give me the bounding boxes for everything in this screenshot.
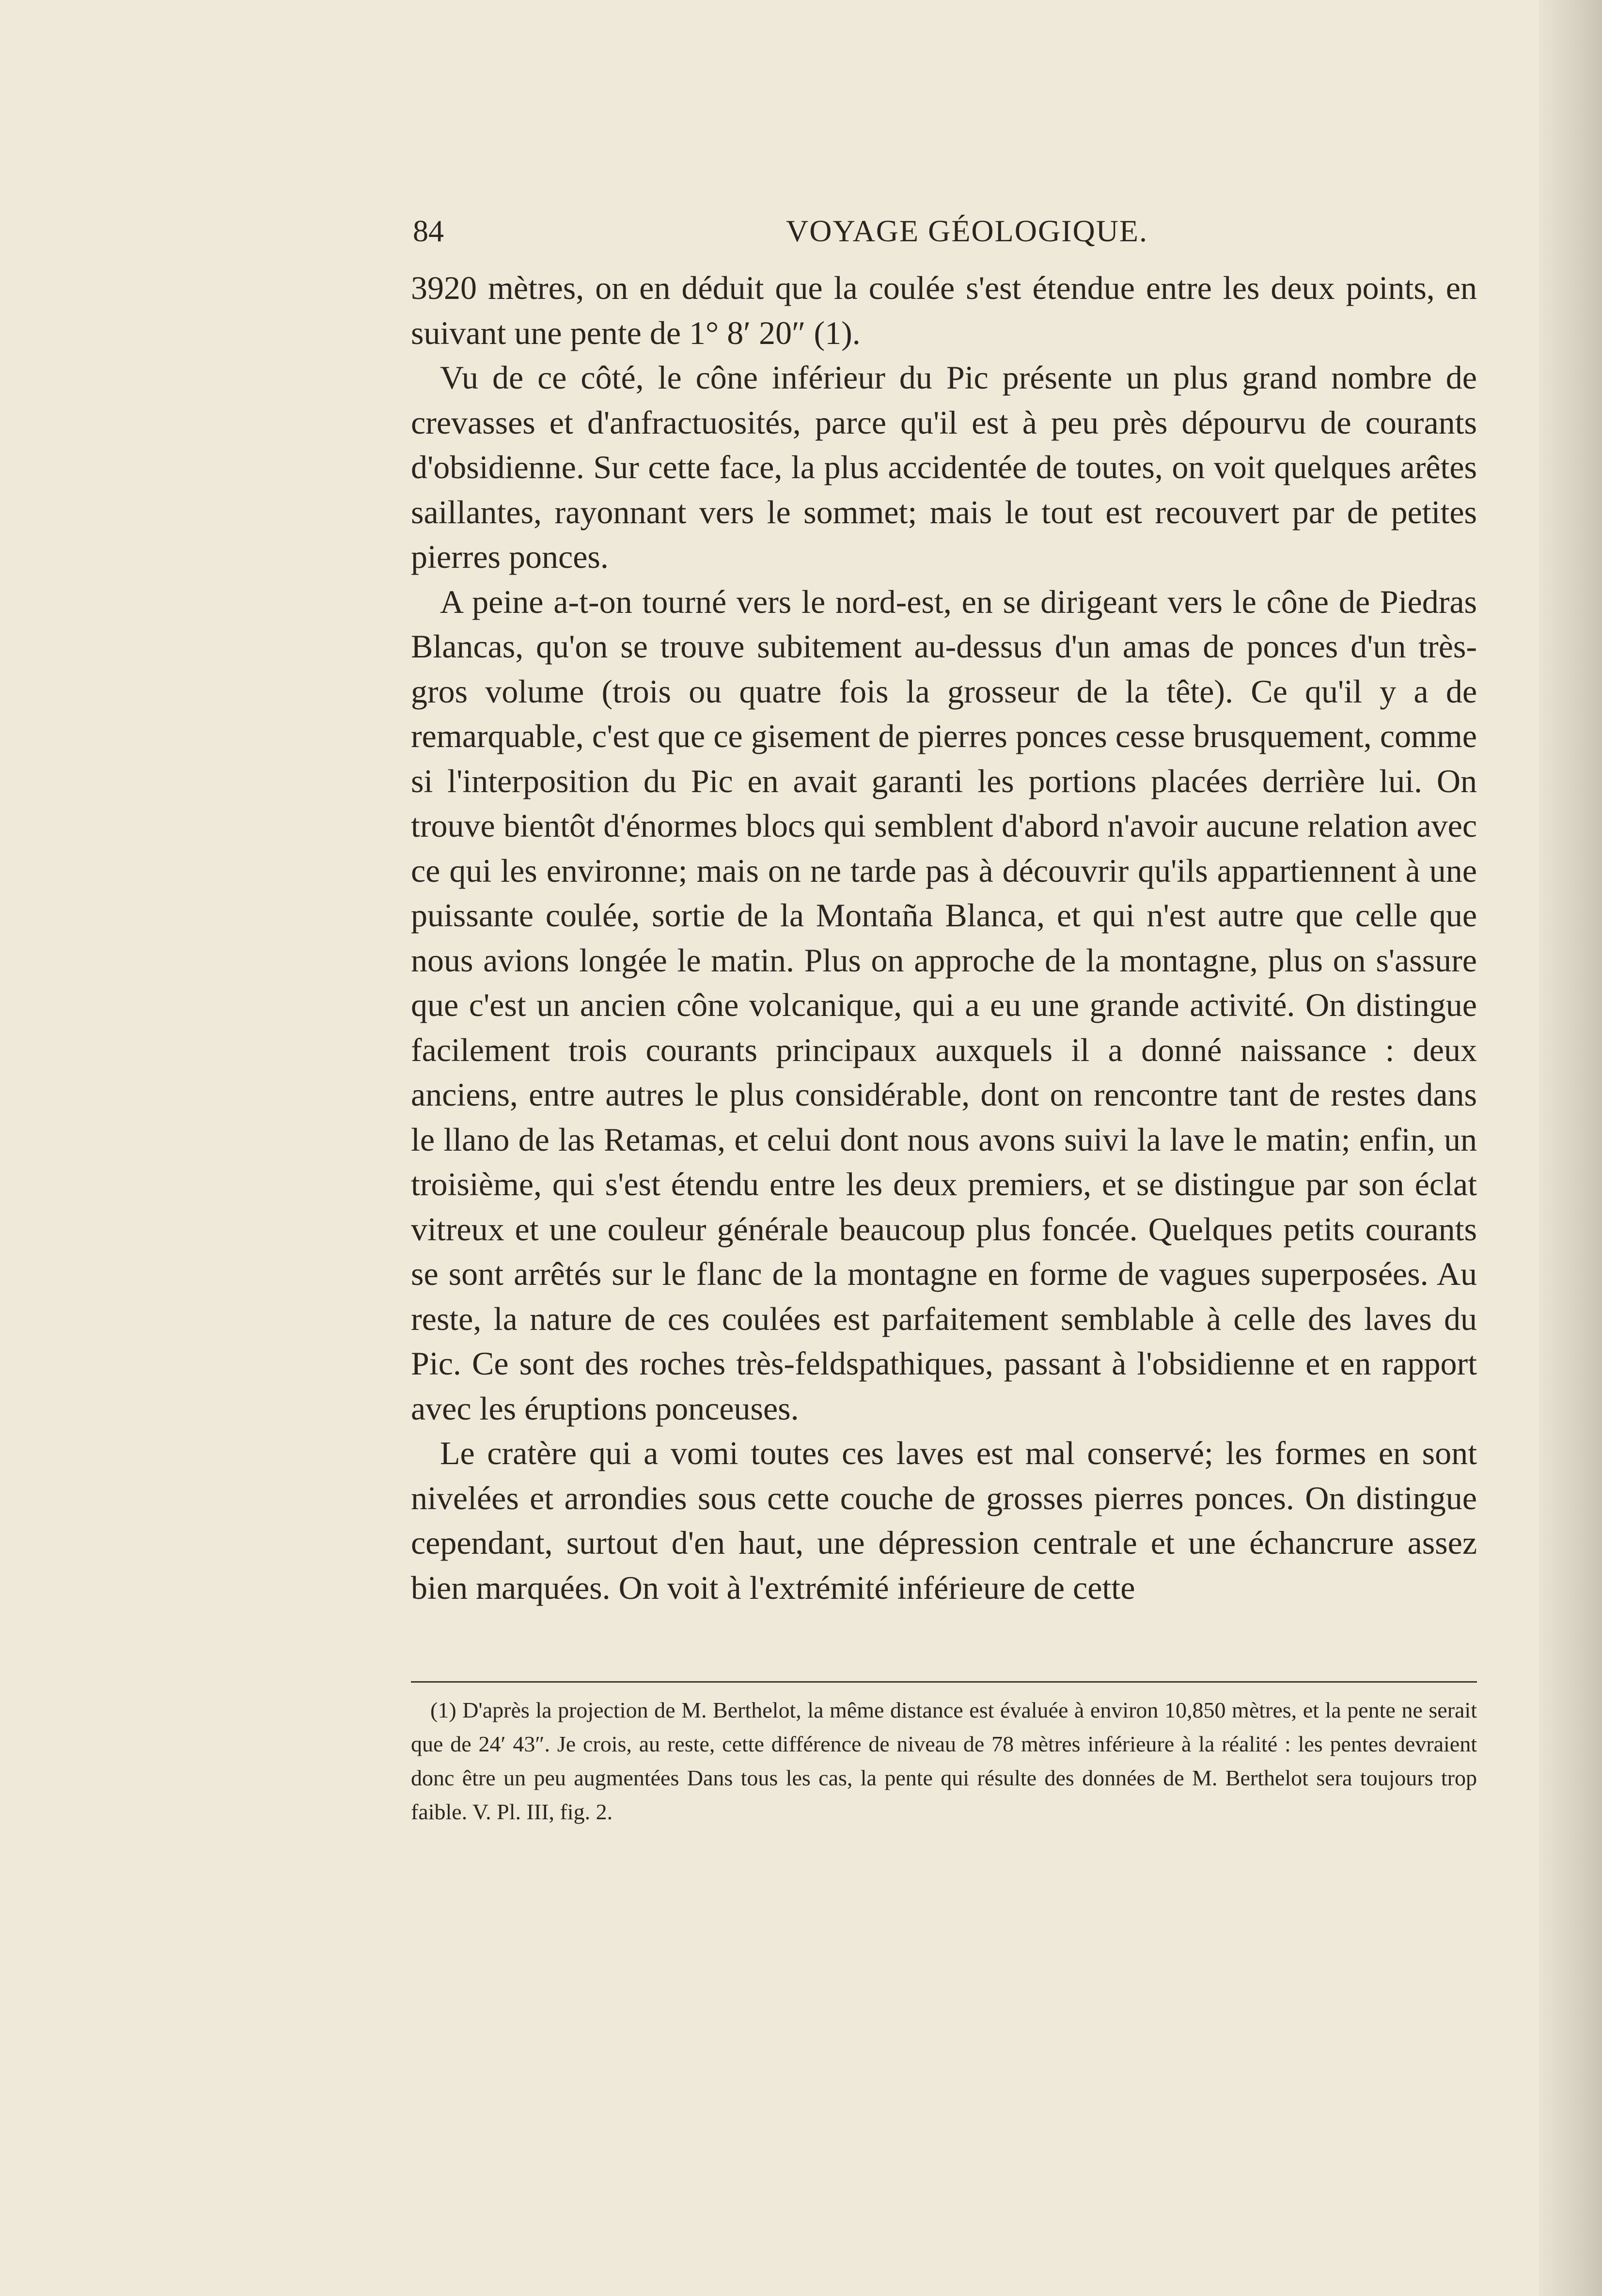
paragraph-1: 3920 mètres, on en déduit que la coulée s'est étendue entre les deux points, en suivant une pente de 1° 8′ 20″ (1). (411, 269, 1477, 351)
running-title: VOYAGE GÉOLOGIQUE. (786, 214, 1148, 248)
footnote-1: (1) D'après la projection de M. Berthelot, la même distance est évaluée à environ 10,850 mètres, et la pente ne serait que de 24′ 43″. Je crois, au reste, cette différence de niveau de 78 mètres inférieure à la réalité : les pentes devraient donc être un peu augmentées Dans tous les cas, la pente qui résulte des données de M. Berthelot sera toujours trop faible. V. Pl. III, fig. 2. (411, 1698, 1477, 1824)
page-header (413, 213, 1479, 266)
footnotes (411, 1693, 1477, 1829)
paragraph-4: Le cratère qui a vomi toutes ces laves est mal conservé; les formes en sont nivelées et arrondies sous cette couche de grosses pierres ponces. On distingue cependant, surtout d'en haut, une dépression centrale et une échancrure assez bien marquées. On voit à l'extrémité inférieure de cette (411, 1435, 1477, 1606)
footnote-divider (411, 1681, 1477, 1683)
body-text (411, 266, 1477, 1610)
paragraph-3: A peine a-t-on tourné vers le nord-est, en se dirigeant vers le cône de Piedras Blancas, qu'on se trouve subitement au-dessus d'un amas de ponces d'un très-gros volume (trois ou quatre fois la grosseur de la tête). Ce qu'il y a de remarquable, c'est que ce gisement de pierres ponces cesse brusquement, comme si l'interposition du Pic en avait garanti les portions placées derrière lui. On trouve bientôt d'énormes blocs qui semblent d'abord n'avoir aucune relation avec ce qui les environne; mais on ne tarde pas à découvrir qu'ils appartiennent à une puissante coulée, sortie de la Montaña Blanca, et qui n'est autre que celle que nous avions longée le matin. Plus on approche de la montagne, plus on s'assure que c'est un ancien cône volcanique, qui a eu une grande activité. On distingue facilement trois courants principaux auxquels il a donné naissance : deux anciens, entre autres le plus considérable, dont on rencontre tant de restes dans le llano de las Retamas, et celui dont nous avons suivi la lave le matin; enfin, un troisième, qui s'est étendu entre les deux premiers, et se distingue par son éclat vitreux et une couleur générale beaucoup plus foncée. Quelques petits courants se sont arrêtés sur le flanc de la montagne en forme de vagues superposées. Au reste, la nature de ces coulées est parfaitement semblable à celle des laves du Pic. Ce sont des roches très-feldspathiques, passant à l'obsidienne et en rapport avec les éruptions ponceuses. (411, 583, 1477, 1427)
paragraph-2: Vu de ce côté, le cône inférieur du Pic présente un plus grand nombre de crevasses et d'anfractuosités, parce qu'il est à peu près dépourvu de courants d'obsidienne. Sur cette face, la plus accidentée de toutes, on voit quelques arêtes saillantes, rayonnant vers le sommet; mais le tout est recouvert par de petites pierres ponces. (411, 359, 1477, 575)
page-edge-shadow (1539, 0, 1602, 2296)
page-number: 84 (413, 214, 444, 248)
